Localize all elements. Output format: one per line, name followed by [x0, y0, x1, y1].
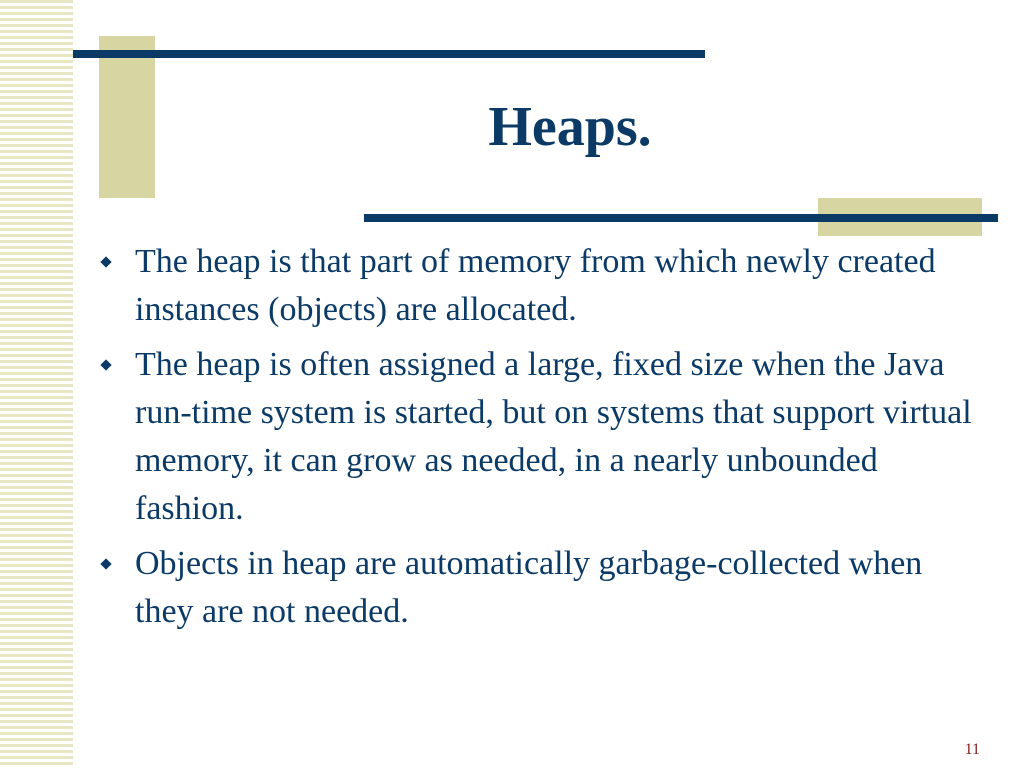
bullet-text: Objects in heap are automatically garbage-collected when they are not needed. — [135, 545, 923, 630]
bullet-item — [100, 540, 980, 636]
bullet-text: The heap is that part of memory from which newly created instances (objects) are allocated. — [135, 243, 936, 328]
bullet-text: The heap is often assigned a large, fixed size when the Java run-time system is started, but on systems that support virtual memory, it can grow as needed, in a nearly unbounded fashion. — [135, 346, 972, 527]
title-rule-bottom — [364, 214, 998, 222]
diamond-bullet-icon — [100, 558, 112, 570]
title-rule-top — [73, 50, 705, 58]
diamond-bullet-icon — [100, 359, 112, 371]
bullet-item — [100, 238, 980, 334]
bullet-list — [100, 238, 980, 643]
slide-title: Heaps. — [488, 96, 652, 158]
decorative-stripe-band — [0, 0, 73, 768]
diamond-bullet-icon — [100, 256, 112, 268]
page-number: 11 — [964, 741, 980, 758]
bullet-item — [100, 341, 980, 533]
decorative-block-left — [99, 36, 155, 198]
